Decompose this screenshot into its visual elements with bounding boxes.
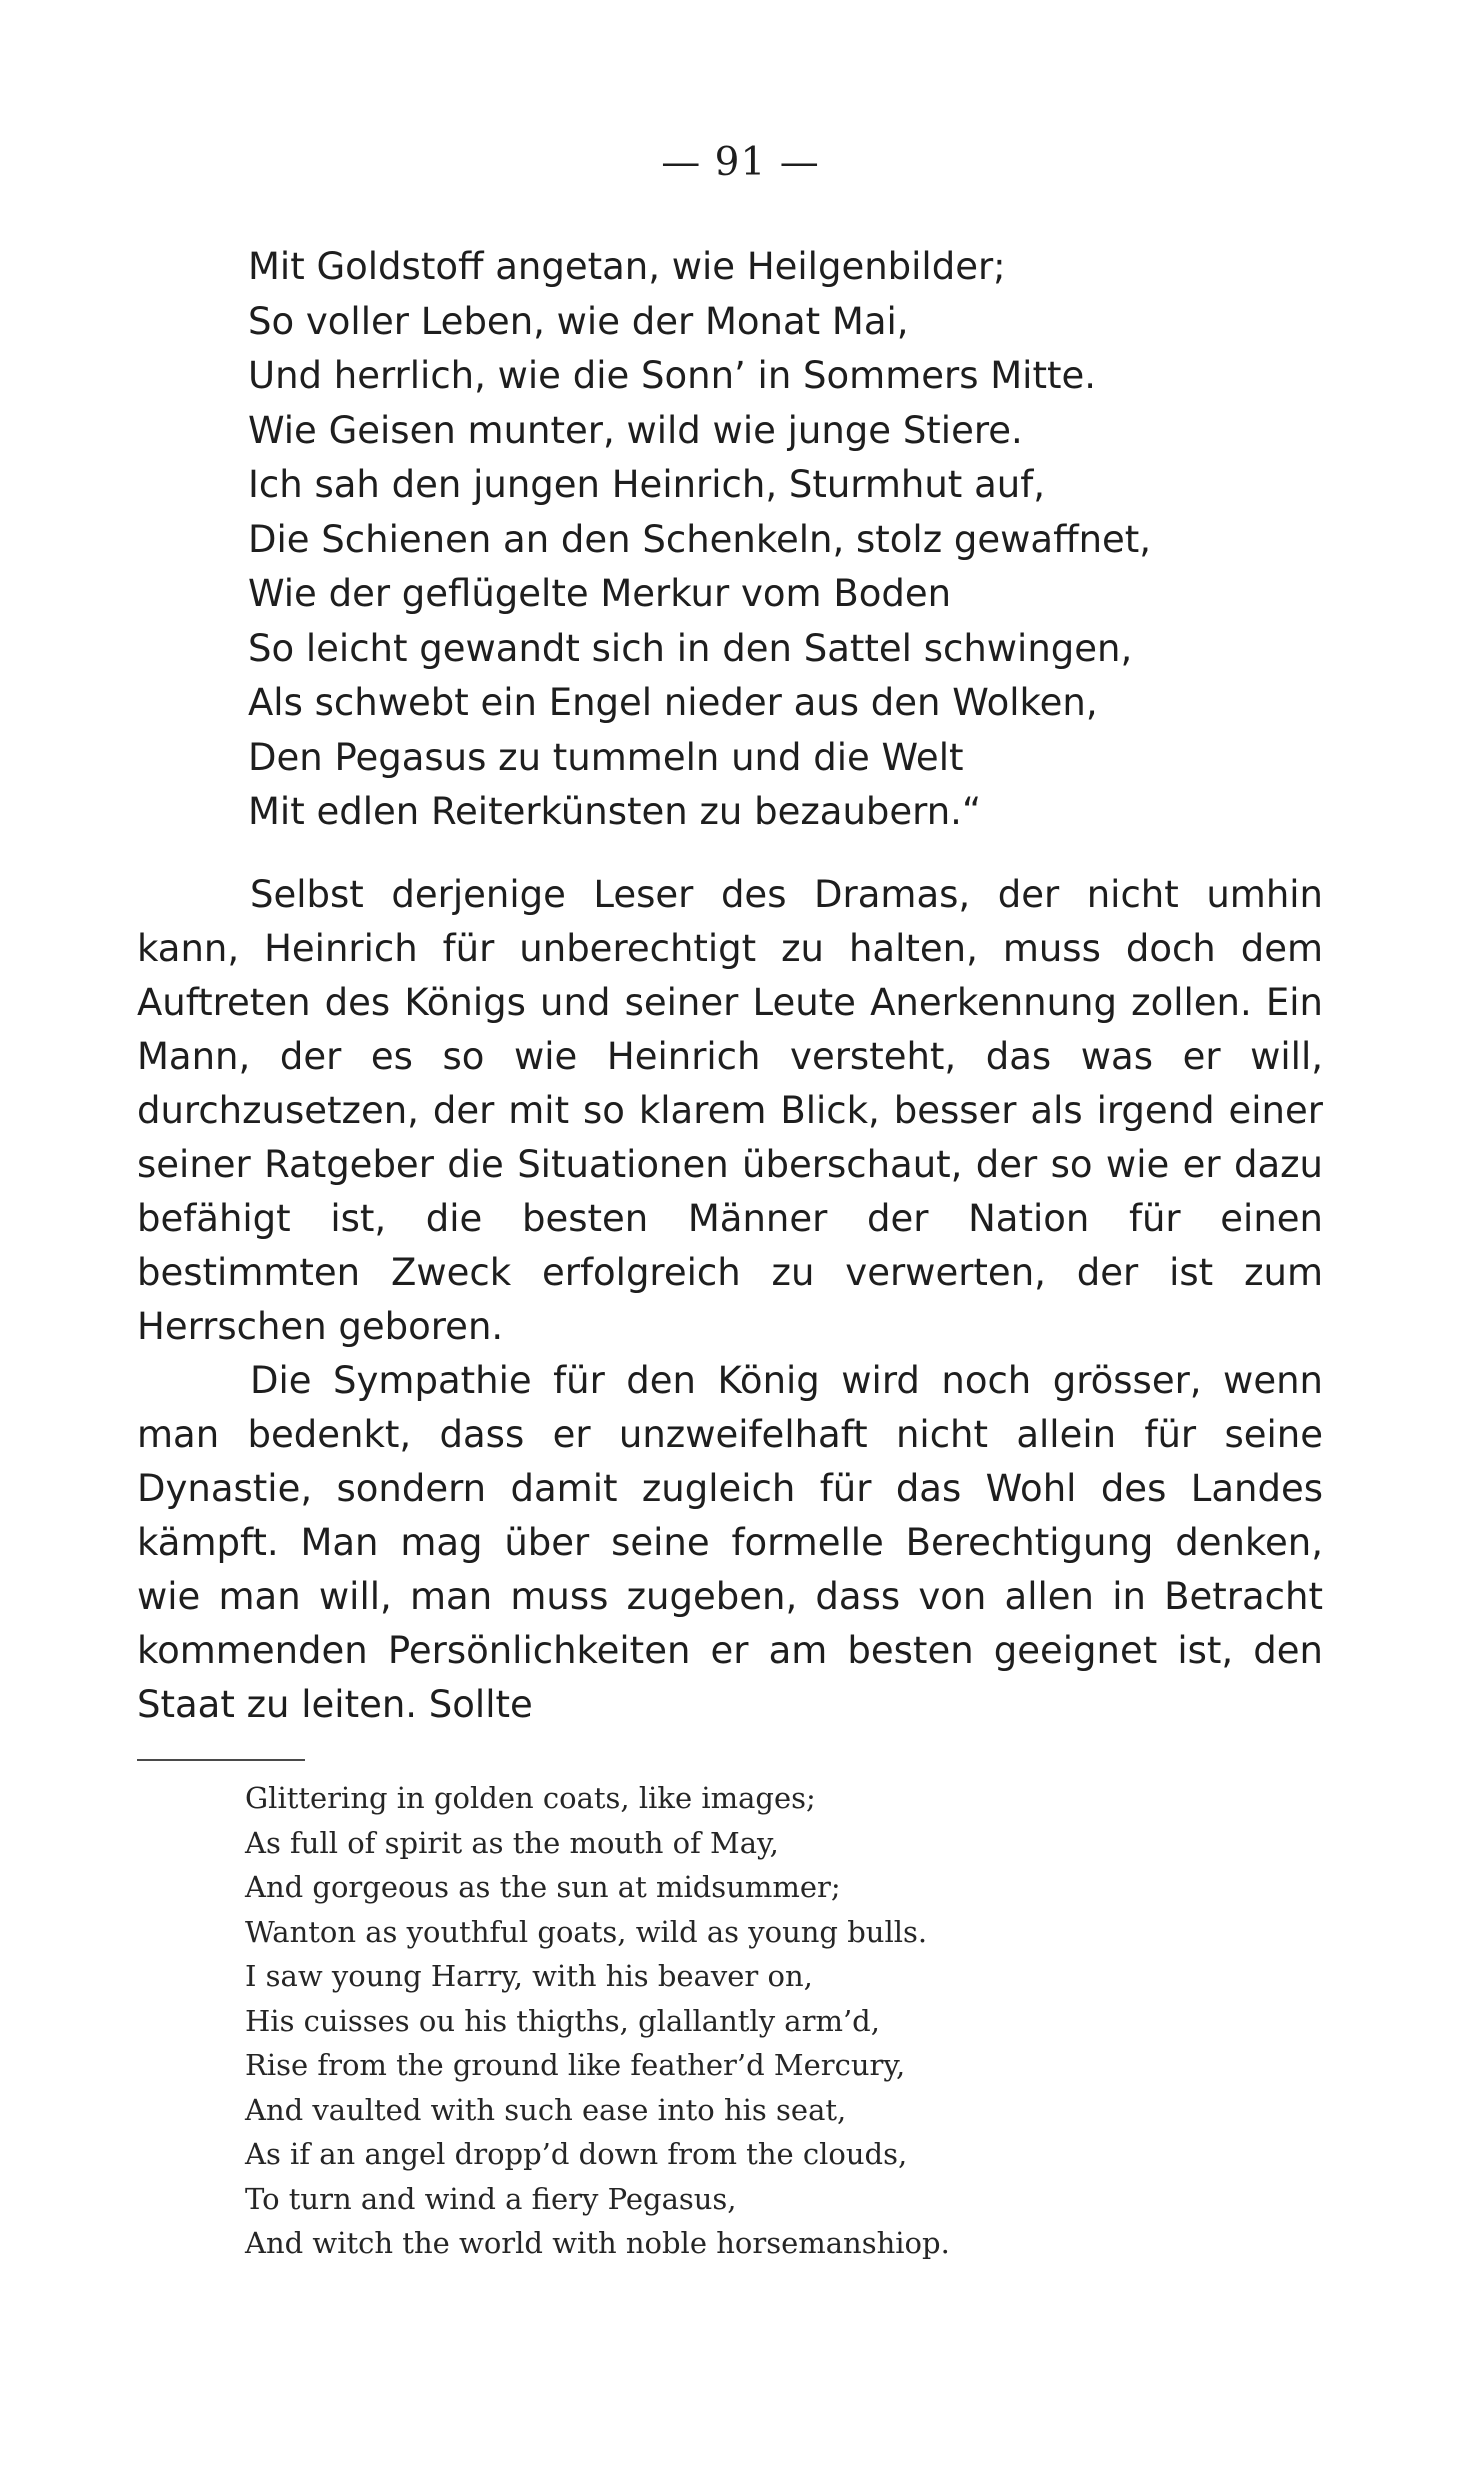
footnote-line: I saw young Harry, with his beaver on, (245, 1959, 813, 1993)
verse-line: So leicht gewandt sich in den Sattel schwingen, (248, 626, 1133, 670)
footnote-line: His cuisses ou his thigths, glallantly arm’d, (245, 2003, 880, 2038)
footnote-quotation (245, 1776, 1395, 2266)
footnote-line: Rise from the ground like feather’d Mercury, (245, 2048, 906, 2082)
verse-line: Mit Goldstoff angetan, wie Heilgenbilder; (248, 245, 1006, 288)
footnote-line: And witch the world with noble horsemanshiop. (245, 2226, 950, 2260)
footnote-line: And gorgeous as the sun at midsummer; (245, 1870, 841, 1904)
paragraph: Selbst derjenige Leser des Dramas, der nicht umhin kann, Heinrich für unberechtigt zu halten, muss doch dem Auftreten des Königs und seiner Leute Anerkennung zollen. Ein Mann, der es so wie Heinrich versteht, das was er will, durchzusetzen, der mit so klarem Blick, besser als irgend einer seiner Ratgeber die Situationen überschaut, der so wie er dazu befähigt ist, die besten Männer der Nation für einen bestimmten Zweck erfolgreich zu verwerten, der ist zum Herrschen geboren. (137, 873, 1323, 1348)
footnote-line: To turn and wind a fiery Pegasus, (245, 2181, 737, 2216)
footnote-separator (137, 1759, 305, 1761)
body-text (137, 868, 1323, 1732)
footnote-line: And vaulted with such ease into his seat, (245, 2092, 847, 2127)
footnote-line: Wanton as youthful goats, wild as young bulls. (245, 1914, 928, 1949)
verse-line: Mit edlen Reiterkünsten zu bezaubern.“ (248, 790, 982, 833)
verse-line: Wie Geisen munter, wild wie junge Stiere. (248, 408, 1023, 452)
footnote-line: As if an angel dropp’d down from the clouds, (245, 2137, 908, 2171)
verse-line: Und herrlich, wie die Sonn’ in Sommers Mitte. (248, 354, 1097, 397)
verse-line: So voller Leben, wie der Monat Mai, (248, 299, 909, 343)
verse-quotation (248, 240, 1398, 840)
verse-line: Die Schienen an den Schenkeln, stolz gewaffnet, (248, 517, 1152, 561)
verse-line: Als schwebt ein Engel nieder aus den Wolken, (248, 681, 1098, 724)
verse-line: Wie der geflügelte Merkur vom Boden (248, 572, 952, 615)
paragraph: Die Sympathie für den König wird noch grösser, wenn man bedenkt, dass er unzweifelhaft nicht allein für seine Dynastie, sondern damit zugleich für das Wohl des Landes kämpft. Man mag über seine formelle Berechtigung denken, wie man will, man muss zugeben, dass von allen in Betracht kommenden Persönlichkeiten er am besten geeignet ist, den Staat zu leiten. Sollte (137, 1359, 1323, 1726)
verse-line: Den Pegasus zu tummeln und die Welt (248, 735, 964, 779)
verse-line: Ich sah den jungen Heinrich, Sturmhut auf, (248, 463, 1045, 506)
footnote-line: As full of spirit as the mouth of May, (245, 1825, 779, 1860)
footnote-line: Glittering in golden coats, like images; (245, 1781, 816, 1815)
page-number: — 91 — (661, 140, 820, 185)
